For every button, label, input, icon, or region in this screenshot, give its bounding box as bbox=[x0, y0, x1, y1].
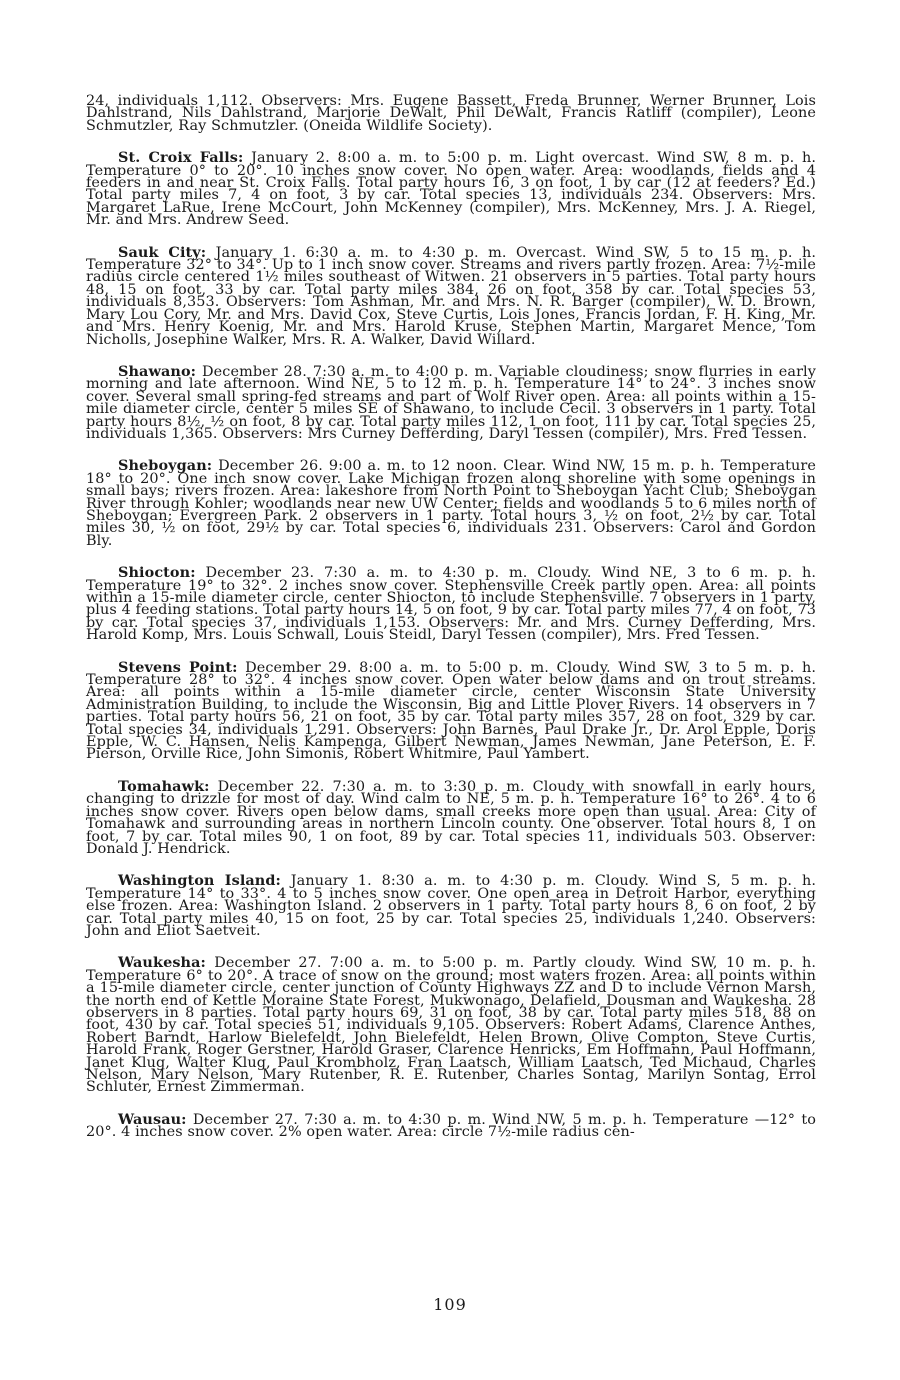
station-name: Tomahawk: bbox=[118, 777, 210, 795]
intro-paragraph: 24, individuals 1,112. Observers: Mrs. Eugene Bassett, Freda Brunner, Werner Brunner, Lois Dahlstrand, Nils Dahlstrand, Marjorie DeWalt, Phil DeWalt, Francis Ratliff (compiler), Leone Schmutzler, Ray Schmutzler. (Oneida Wildlife Society). bbox=[86, 93, 816, 134]
station-name: Shawano: bbox=[118, 362, 197, 380]
entry-text: December 22. 7:30 a. m. to 3:30 p. m. Cloudy with snowfall in early hours, changing to drizzle for most of day. Wind calm to NE, 5 m. p. h. Temperature 16° to 26°. 4 to 6 inches snow cover. Rivers open below dams, small creeks more open than usual. Area: City of Tomahawk and surrounding areas in northern Lincoln county. One observer. Total hours 8, 1 on foot, 7 by car. Total miles 90, 1 on foot, 89 by car. Total species 11, individuals 503. Observer: Donald J. Hendrick. bbox=[86, 778, 816, 857]
entry-washington-island bbox=[86, 872, 816, 939]
entry-shawano bbox=[86, 362, 816, 442]
station-name: Stevens Point: bbox=[118, 658, 238, 676]
station-name: Sheboygan: bbox=[118, 457, 213, 475]
entry-wausau bbox=[86, 1110, 816, 1141]
entry-text: December 28. 7:30 a. m. to 4:00 p. m. Variable cloudiness; snow flurries in early morning and late afternoon. Wind NE, 5 to 12 m. p. h. Temperature 14° to 24°. 3 inches snow cover. Several small spring-fed streams and part of Wolf River open. Area: all points within a 15-mile diameter circle, center 5 miles SE of Shawano, to include Cecil. 3 observers in 1 party. Total party hours 8½, ½ on foot, 8 by car. Total party miles 112, 1 on foot, 111 by car. Total species 25, individuals 1,365. Observers: Mrs Curney Defferding, Daryl Tessen (compiler), Mrs. Fred Tessen. bbox=[86, 363, 816, 442]
station-name: Washington Island: bbox=[118, 872, 281, 890]
entry-text: December 29. 8:00 a. m. to 5:00 p. m. Cloudy. Wind SW, 3 to 5 m. p. h. Temperature 28° to 32°. 4 inches snow cover. Open water below dams and on trout streams. Area: all points within a 15-mile diameter circle, center Wisconsin State University Administration Building, to include the Wisconsin, Big and Little Plover Rivers. 14 observers in 7 parties. Total party hours 56, 21 on foot, 35 by car. Total party miles 357, 28 on foot, 329 by car. Total species 34, individuals 1,291. Observers: John Barnes, Paul Drake Jr., Dr. Arol Epple, Doris Epple, W. C. Hansen, Nelis Kampenga, Gilbert Newman, James Newman, Jane Peterson, E. F. Pierson, Orville Rice, John Simonis, Robert Whitmire, Paul Yambert. bbox=[86, 659, 817, 763]
station-name: Shiocton: bbox=[118, 564, 196, 582]
station-name: St. Croix Falls: bbox=[118, 149, 244, 167]
entry-text: December 23. 7:30 a. m. to 4:30 p. m. Cloudy. Wind NE, 3 to 6 m. p. h. Temperature 19° to 32°. 2 inches snow cover. Stephensville Creek partly open. Area: all points within a 15-mile diameter circle, center Shiocton, to include Stephensville. 7 observers in 1 party, plus 4 feeding stations. Total party hours 14, 5 on foot, 9 by car. Total party miles 77, 4 on foot, 73 by car. Total species 37, individuals 1,153. Observers: Mr. and Mrs. Curney Defferding, Mrs. Harold Komp, Mrs. Louis Schwall, Louis Steidl, Daryl Tessen (compiler), Mrs. Fred Tessen. bbox=[86, 565, 816, 644]
entry-waukesha bbox=[86, 954, 816, 1096]
document-page bbox=[86, 95, 816, 1159]
entry-text: January 1. 6:30 a. m. to 4:30 p. m. Overcast. Wind SW, 5 to 15 m. p. h. Temperature 32° to 34°. Up to 1 inch snow cover. Streams and rivers partly frozen. Area: 7½-mile radius circle centered 1½ miles southeast of Witwen. 21 observers in 5 parties. Total party hours 48, 15 on foot, 33 by car. Total party miles 384, 26 on foot, 358 by car. Total species 53, individuals 8,353. Observers: Tom Ashman, Mr. and Mrs. N. R. Barger (compiler), W. D. Brown, Mary Lou Cory, Mr. and Mrs. David Cox, Steve Curtis, Lois Jones, Francis Jordan, F. H. King, Mr. and Mrs. Henry Koenig, Mr. and Mrs. Harold Kruse, Stephen Martin, Margaret Mence, Tom Nicholls, Josephine Walker, Mrs. R. A. Walker, David Willard. bbox=[86, 244, 816, 348]
station-name: Wausau: bbox=[118, 1110, 187, 1128]
entry-sauk-city bbox=[86, 243, 816, 348]
entry-tomahawk bbox=[86, 777, 816, 857]
station-name: Sauk City: bbox=[118, 243, 207, 261]
entry-text: December 27. 7:30 a. m. to 4:30 p. m. Wind NW, 5 m. p. h. Temperature —12° to 20°. 4 inches snow cover. 2% open water. Area: circle 7½-mile radius cen- bbox=[86, 1111, 816, 1141]
station-name: Waukesha: bbox=[118, 954, 206, 972]
entry-stevens-point bbox=[86, 658, 817, 763]
entry-text: January 1. 8:30 a. m. to 4:30 p. m. Cloudy. Wind S, 5 m. p. h. Temperature 14° to 33°. 4 to 5 inches snow cover. One open area in Detroit Harbor, everything else frozen. Area: Washington Island. 2 observers in 1 party. Total party hours 8, 6 on foot, 2 by car. Total party miles 40, 15 on foot, 25 by car. Total species 25, individuals 1,240. Observers: John and Eliot Saetveit. bbox=[86, 873, 816, 939]
entry-sheboygan bbox=[86, 457, 816, 549]
entry-text: December 26. 9:00 a. m. to 12 noon. Clear. Wind NW, 15 m. p. h. Temperature 18° to 20°. One inch snow cover. Lake Michigan frozen along shoreline with some openings in small bays; rivers frozen. Area: lakeshore from North Point to Sheboygan Yacht Club; Sheboygan River through Kohler; woodlands near new UW Center; fields and woodlands 5 to 6 miles north of Sheboygan; Evergreen Park. 2 observers in 1 party. Total hours 3, ½ on foot, 2½ by car. Total miles 30, ½ on foot, 29½ by car. Total species 6, individuals 231. Observers: Carol and Gordon Bly. bbox=[86, 458, 816, 549]
entry-shiocton bbox=[86, 564, 816, 644]
page-number: 109 bbox=[433, 1295, 467, 1314]
entry-st-croix-falls bbox=[86, 149, 817, 229]
entry-text: December 27. 7:00 a. m. to 5:00 p. m. Partly cloudy. Wind SW, 10 m. p. h. Temperature 6° to 20°. A trace of snow on the ground; most waters frozen. Area: all points within a 15-mile diameter circle, center junction of County Highways ZZ and D to include Vernon Marsh, the north end of Kettle Moraine State Forest, Mukwonago, Delafield, Dousman and Waukesha. 28 observers in 8 parties. Total party hours 69, 31 on foot, 38 by car. Total party miles 518, 88 on foot, 430 by car. Total species 51, individuals 9,105. Observers: Robert Adams, Clarence Anthes, Robert Barndt, Harlow Bielefeldt, John Bielefeldt, Helen Brown, Olive Compton, Steve Curtis, Harold Frank, Roger Gerstner, Harold Graser, Clarence Henricks, Em Hoffmann, Paul Hoffmann, Janet Klug, Walter Klug, Paul Krombholz, Fran Laatsch, William Laatsch, Ted Michaud, Charles Nelson, Mary Nelson, Mary Rutenber, R. E. Rutenber, Charles Sontag, Marilyn Sontag, Errol Schluter, Ernest Zimmerman. bbox=[86, 955, 816, 1096]
entry-text: January 2. 8:00 a. m. to 5:00 p. m. Light overcast. Wind SW, 8 m. p. h. Temperature 0° to 20°. 10 inches snow cover. No open water. Area: woodlands, fields and 4 feeders in and near St. Croix Falls. Total party hours 16, 3 on foot, 1 by car (12 at feeders? Ed.) Total party miles 7, 4 on foot, 3 by car. Total species 13, individuals 234. Observers: Mrs. Margaret LaRue, Irene McCourt, John McKenney (compiler), Mrs. McKenney, Mrs. J. A. Riegel, Mr. and Mrs. Andrew Seed. bbox=[86, 150, 817, 229]
